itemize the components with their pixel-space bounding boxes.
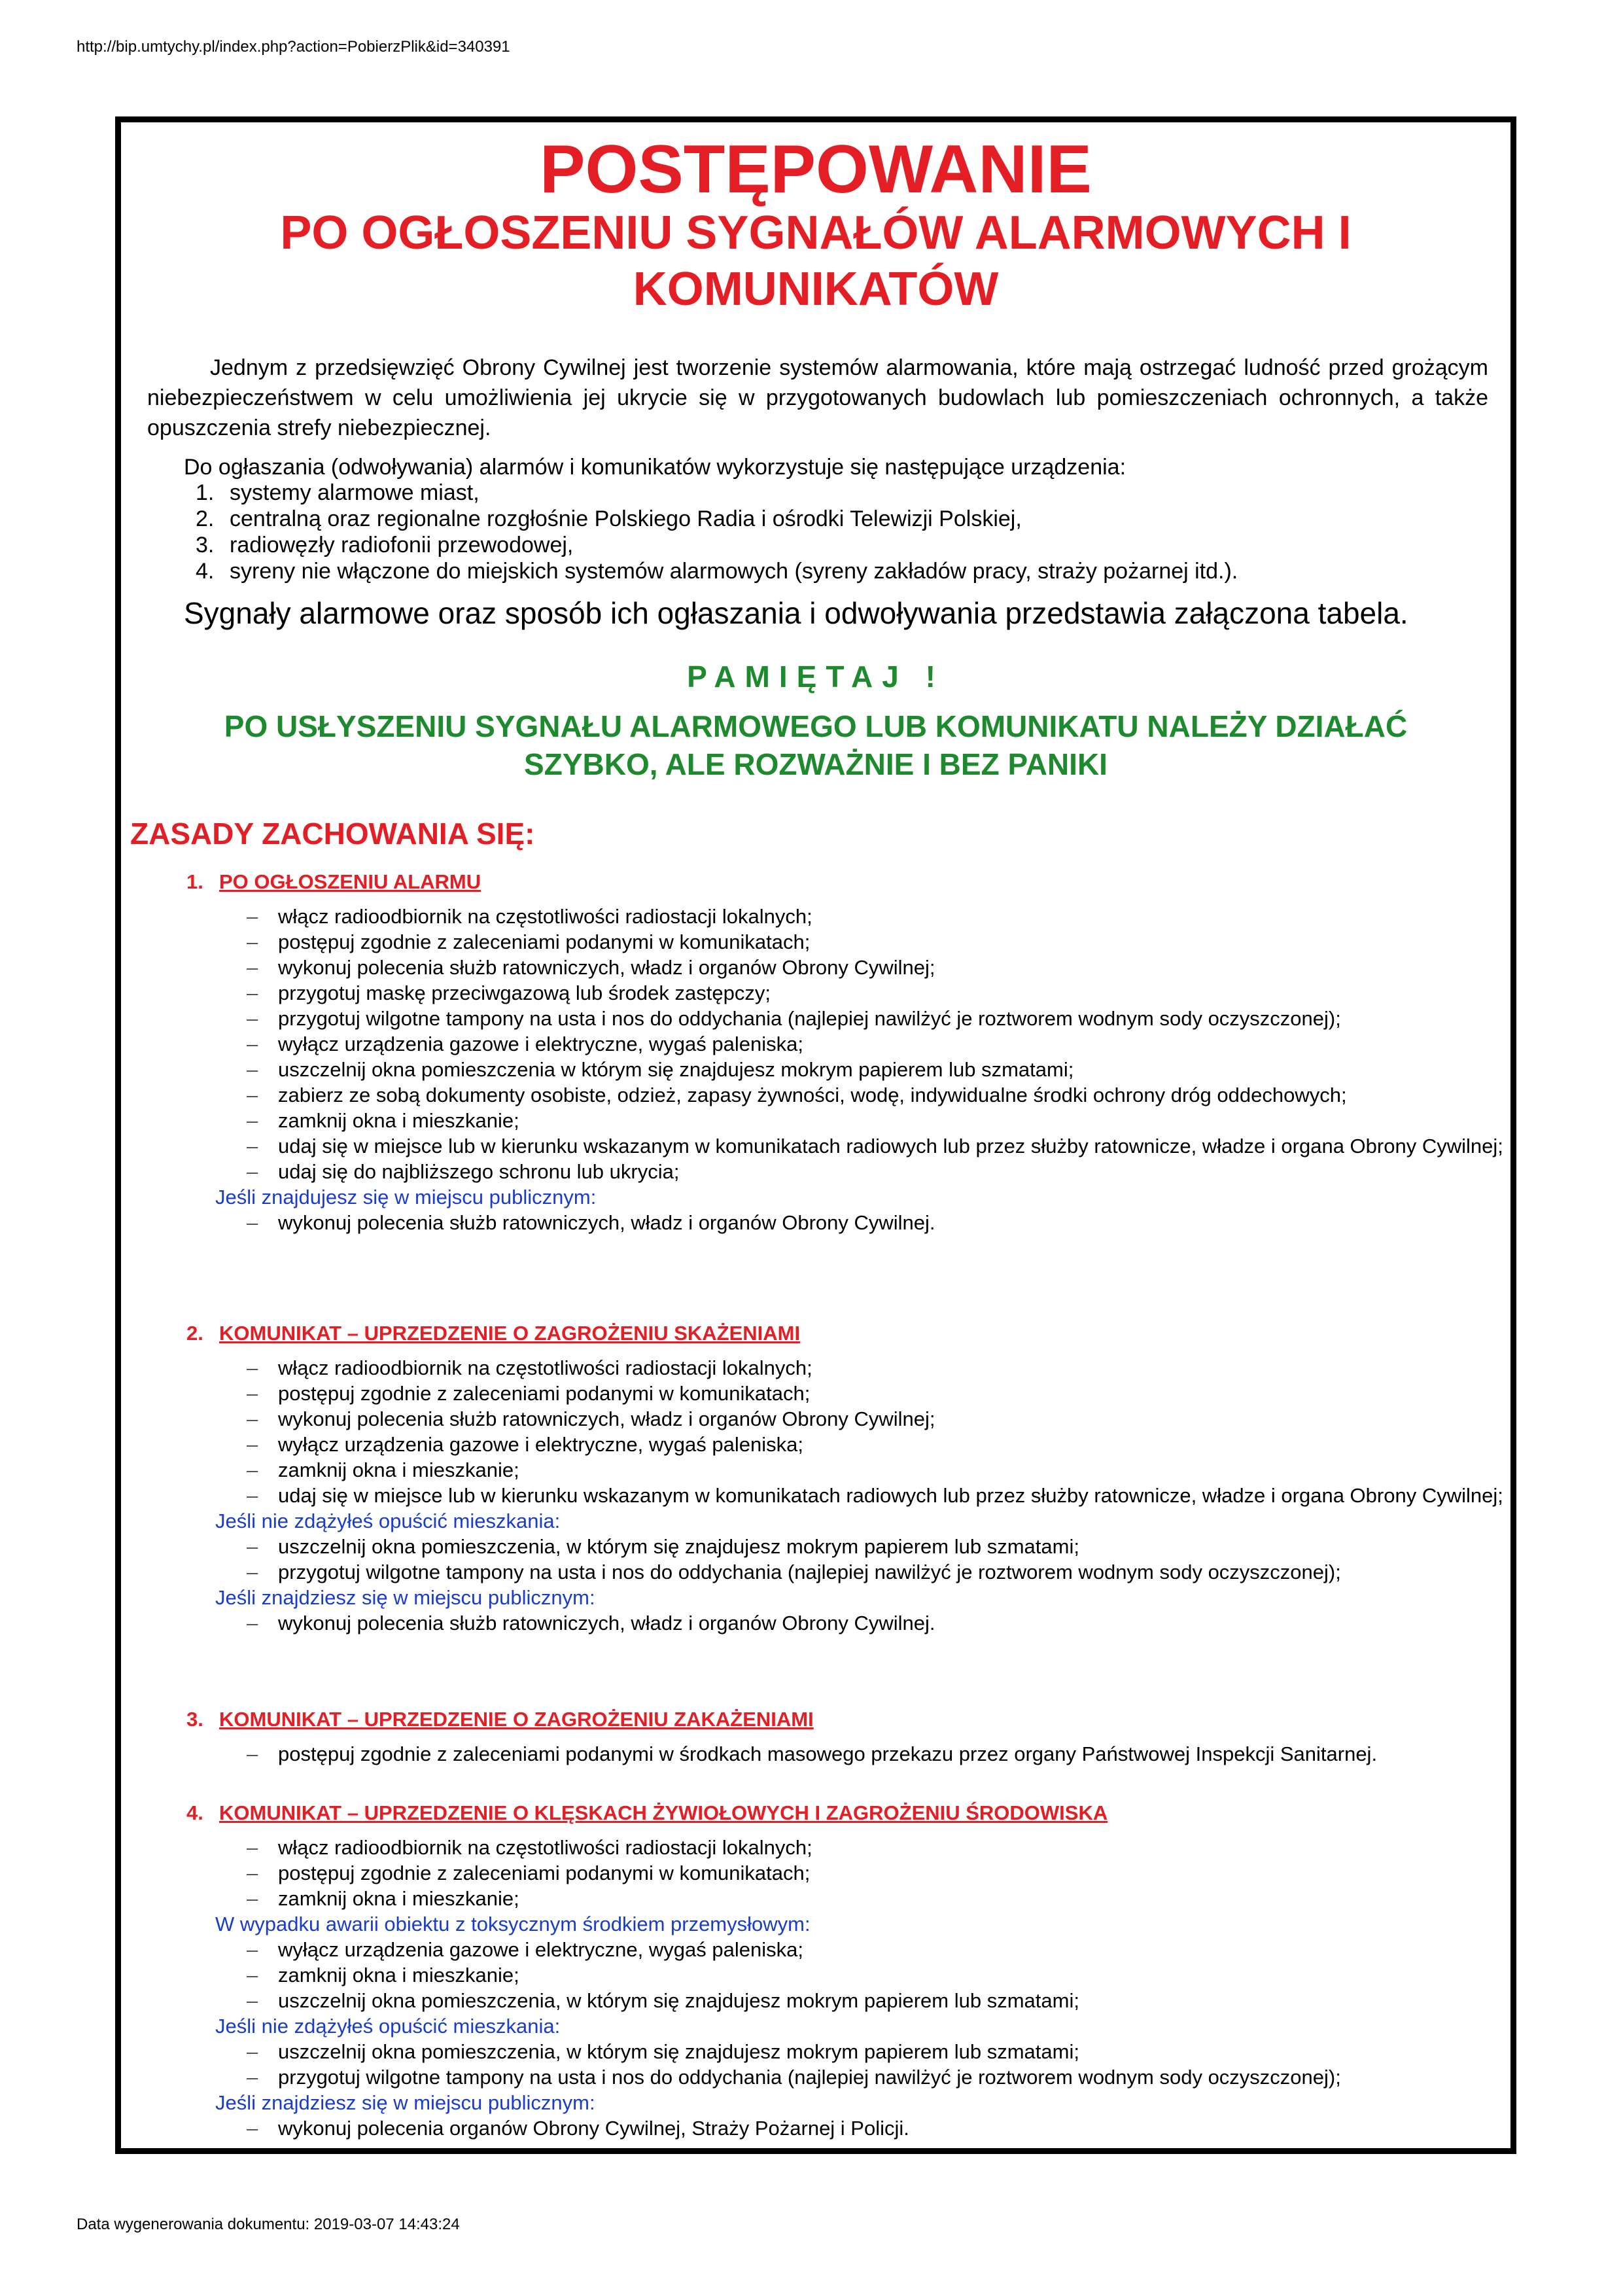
condition-label: Jeśli nie zdążyłeś opuścić mieszkania: [215, 2015, 561, 2038]
list-item: – przygotuj wilgotne tampony na usta i nos do oddychania (najlepiej nawilżyć je roztworem wodnym sody oczyszczonej); [247, 1561, 1341, 1583]
rules-heading: ZASADY ZACHOWANIA SIĘ: [130, 817, 535, 851]
list-item: – wykonuj polecenia służb ratowniczych, władz i organów Obrony Cywilnej. [247, 1612, 935, 1634]
list-item: 1. systemy alarmowe miast, [196, 480, 480, 505]
devices-list [184, 480, 1238, 584]
condition-label: W wypadku awarii obiektu z toksycznym środkiem przemysłowym: [215, 1913, 811, 1935]
list-item: – postępuj zgodnie z zaleceniami podanymi w komunikatach; [247, 1382, 811, 1405]
list-item: – udaj się w miejsce lub w kierunku wskazanym w komunikatach radiowych lub przez służby ratownicze, władze i organa Obrony Cywilnej; [247, 1484, 1503, 1507]
list-item: – udaj się w miejsce lub w kierunku wskazanym w komunikatach radiowych lub przez służby ratownicze, władze i organa Obrony Cywilnej; [247, 1135, 1503, 1157]
list-item: – wykonuj polecenia służb ratowniczych, władz i organów Obrony Cywilnej. [247, 1211, 935, 1234]
section-contamination [186, 1320, 1508, 1636]
list-item: – przygotuj wilgotne tampony na usta i nos do oddychania (najlepiej nawilżyć je roztworem wodnym sody oczyszczonej); [247, 2066, 1341, 2089]
list-item: – uszczelnij okna pomieszczenia w którym się znajdujesz mokrym papierem lub szmatami; [247, 1058, 1074, 1081]
section-title: 4. KOMUNIKAT – UPRZEDZENIE O KLĘSKACH ŻYWIOŁOWYCH I ZAGROŻENIU ŚRODOWISKA [186, 1801, 1108, 1824]
list-item: – włącz radioodbiornik na częstotliwości radiostacji lokalnych; [247, 1836, 812, 1859]
remember-heading: PAMIĘTAJ ! [687, 660, 945, 694]
devices-heading: Do ogłaszania (odwoływania) alarmów i komunikatów wykorzystuje się następujące urządzenia: [184, 455, 1126, 480]
section-title: 2. KOMUNIKAT – UPRZEDZENIE O ZAGROŻENIU SKAŻENIAMI [186, 1322, 801, 1345]
list-item: – zabierz ze sobą dokumenty osobiste, odzież, zapasy żywności, wodę, indywidualne środki ochrony dróg oddechowych; [247, 1084, 1347, 1106]
list-item: – włącz radioodbiornik na częstotliwości radiostacji lokalnych; [247, 905, 812, 928]
list-item: – wykonuj polecenia służb ratowniczych, władz i organów Obrony Cywilnej; [247, 956, 935, 979]
list-item: – wykonuj polecenia służb ratowniczych, władz i organów Obrony Cywilnej; [247, 1407, 935, 1430]
condition-label: Jeśli nie zdążyłeś opuścić mieszkania: [215, 1510, 561, 1532]
section-title: 3. KOMUNIKAT – UPRZEDZENIE O ZAGROŻENIU ZAKAŻENIAMI [186, 1708, 814, 1731]
section-alarm [186, 868, 1508, 1235]
list-item: 3. radiowęzły radiofonii przewodowej, [196, 533, 574, 557]
list-item: 4. syreny nie włączone do miejskich systemów alarmowych (syreny zakładów pracy, straży pożarnej itd.). [196, 559, 1238, 584]
list-item: – postępuj zgodnie z zaleceniami podanymi w komunikatach; [247, 1862, 811, 1884]
condition-label: Jeśli znajdujesz się w miejscu publicznym: [215, 1186, 597, 1209]
notice-frame [115, 116, 1516, 2154]
list-item: – zamknij okna i mieszkanie; [247, 1458, 519, 1481]
remember-message: PO USŁYSZENIU SYGNAŁU ALARMOWEGO LUB KOMUNIKATU NALEŻY DZIAŁAĆ SZYBKO, ALE ROZWAŻNIE I BEZ PANIKI [224, 709, 1408, 781]
generation-date: Data wygenerowania dokumentu: 2019-03-07 14:43:24 [77, 2216, 460, 2233]
list-item: – uszczelnij okna pomieszczenia, w którym się znajdujesz mokrym papierem lub szmatami; [247, 1535, 1079, 1558]
list-item: – wyłącz urządzenia gazowe i elektryczne, wygaś paleniska; [247, 1433, 803, 1456]
list-item: – zamknij okna i mieszkanie; [247, 1964, 519, 1987]
condition-label: Jeśli znajdziesz się w miejscu publicznym: [215, 1586, 595, 1609]
condition-label: Jeśli znajdziesz się w miejscu publicznym: [215, 2091, 595, 2114]
list-item: – wyłącz urządzenia gazowe i elektryczne, wygaś paleniska; [247, 1938, 803, 1961]
list-item: 2. centralną oraz regionalne rozgłośnie Polskiego Radia i ośrodki Telewizji Polskiej, [196, 506, 1022, 531]
list-item: – włącz radioodbiornik na częstotliwości radiostacji lokalnych; [247, 1356, 812, 1379]
section-infection [186, 1706, 1508, 1767]
list-item: – zamknij okna i mieszkanie; [247, 1887, 519, 1910]
list-item: – udaj się do najbliższego schronu lub ukrycia; [247, 1160, 680, 1183]
list-item: – postępuj zgodnie z zaleceniami podanymi w komunikatach; [247, 930, 811, 953]
section-disasters [186, 1799, 1508, 2141]
intro-paragraph: Jednym z przedsięwzięć Obrony Cywilnej jest tworzenie systemów alarmowania, które mają ostrzegać ludność przed grożącym niebezpieczeństwem w celu umożliwienia jej ukrycie się w przygotowanych budowlach lub pomieszczeniach ochronnych, a także opuszczenia strefy niebezpiecznej. [147, 355, 1488, 440]
source-url: http://bip.umtychy.pl/index.php?action=PobierzPlik&id=340391 [77, 38, 510, 56]
signals-note: Sygnały alarmowe oraz sposób ich ogłaszania i odwoływania przedstawia załączona tabela. [184, 596, 1408, 630]
list-item: – wykonuj polecenia organów Obrony Cywilnej, Straży Pożarnej i Policji. [247, 2117, 909, 2140]
title-line-1: POSTĘPOWANIE [540, 132, 1092, 207]
title-line-3: KOMUNIKATÓW [633, 263, 999, 315]
list-item: – postępuj zgodnie z zaleceniami podanymi w środkach masowego przekazu przez organy Państwowej Inspekcji Sanitarnej. [247, 1742, 1378, 1765]
list-item: – uszczelnij okna pomieszczenia, w którym się znajdujesz mokrym papierem lub szmatami; [247, 1989, 1079, 2012]
list-item: – przygotuj maskę przeciwgazową lub środek zastępczy; [247, 981, 771, 1004]
section-title: 1. PO OGŁOSZENIU ALARMU [186, 870, 481, 893]
title-line-2: PO OGŁOSZENIU SYGNAŁÓW ALARMOWYCH I [280, 207, 1352, 259]
list-item: – zamknij okna i mieszkanie; [247, 1109, 519, 1132]
list-item: – wyłącz urządzenia gazowe i elektryczne, wygaś paleniska; [247, 1033, 803, 1055]
list-item: – uszczelnij okna pomieszczenia, w którym się znajdujesz mokrym papierem lub szmatami; [247, 2040, 1079, 2063]
list-item: – przygotuj wilgotne tampony na usta i nos do oddychania (najlepiej nawilżyć je roztworem wodnym sody oczyszczonej); [247, 1007, 1341, 1030]
